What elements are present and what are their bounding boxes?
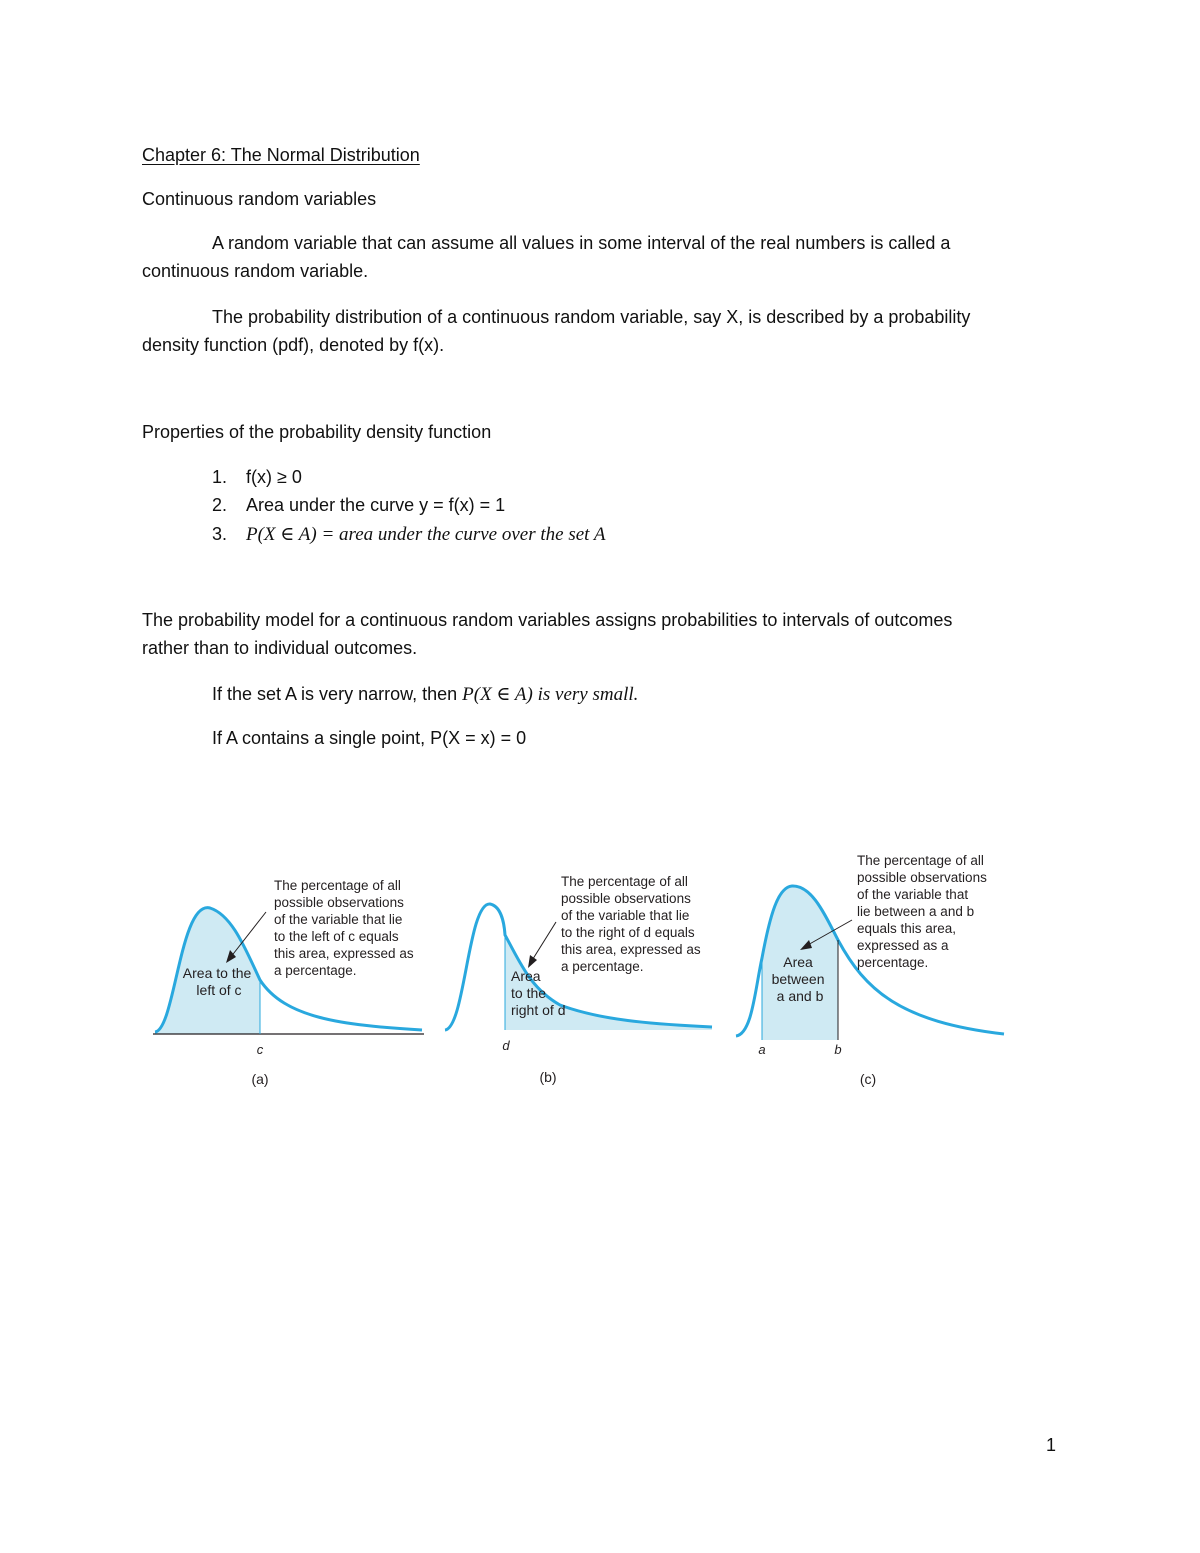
figure-a-axis-label: c: [256, 1042, 264, 1057]
property-number: 2.: [212, 495, 228, 515]
figure-c-axis-label-a: a: [758, 1042, 766, 1057]
figure-b-callout-arrow: [531, 922, 556, 962]
figure-a: [153, 878, 424, 1087]
figure-b-axis-label: d: [502, 1038, 510, 1053]
paragraph-1-line-2: continuous random variable.: [142, 261, 369, 281]
narrow-set-math: P(X ∈ A) is very small.: [462, 684, 639, 705]
paragraph-3-line-1: The probability model for a continuous random variables assigns probabilities to intervals of outcomes: [142, 610, 953, 630]
property-number: 1.: [212, 467, 228, 487]
page-number: 1: [1046, 1435, 1057, 1455]
property-number: 3.: [212, 524, 228, 544]
figure-a-callout-text: The percentage of all possible observations of the variable that lie to the left of c equals this area, expressed as a percentage.: [274, 878, 414, 978]
property-text: f(x) ≥ 0: [246, 467, 302, 487]
figure-c: [736, 853, 1004, 1087]
figure-a-area-label: Area to the left of c: [182, 965, 252, 998]
property-text: Area under the curve y = f(x) = 1: [246, 495, 506, 515]
property-math: P(X ∈ A) = area under the curve over the set A: [246, 524, 606, 545]
figure-c-area-label: Area between a and b: [771, 954, 825, 1004]
figure-c-axis-label-b: b: [834, 1042, 842, 1057]
figure-c-callout-text: The percentage of all possible observations of the variable that lie between a and b equals this area, expressed as a percentage.: [857, 853, 987, 970]
figure-b-area-label: Area to the right of d: [511, 968, 566, 1018]
section-heading-continuous: Continuous random variables: [142, 189, 377, 209]
paragraph-2-line-1: The probability distribution of a continuous random variable, say X, is described by a probability: [212, 307, 971, 327]
paragraph-3-line-2: rather than to individual outcomes.: [142, 638, 418, 658]
chapter-title: Chapter 6: The Normal Distribution: [142, 145, 420, 165]
paragraph-2-line-2: density function (pdf), denoted by f(x).: [142, 335, 445, 355]
figure-b-caption: (b): [539, 1069, 557, 1085]
paragraph-1-line-1: A random variable that can assume all values in some interval of the real numbers is called a: [212, 233, 951, 253]
single-point-line: If A contains a single point, P(X = x) = 0: [212, 728, 527, 748]
figure-a-caption: (a): [251, 1071, 269, 1087]
figure-b-arrow-head: [528, 955, 537, 968]
figure-b: [445, 874, 712, 1085]
narrow-set-text: If the set A is very narrow, then: [212, 684, 463, 704]
section-heading-properties: Properties of the probability density function: [142, 422, 492, 442]
figure-c-caption: (c): [859, 1071, 877, 1087]
figure-b-callout-text: The percentage of all possible observations of the variable that lie to the right of d equals this area, expressed as a percentage.: [561, 874, 701, 974]
